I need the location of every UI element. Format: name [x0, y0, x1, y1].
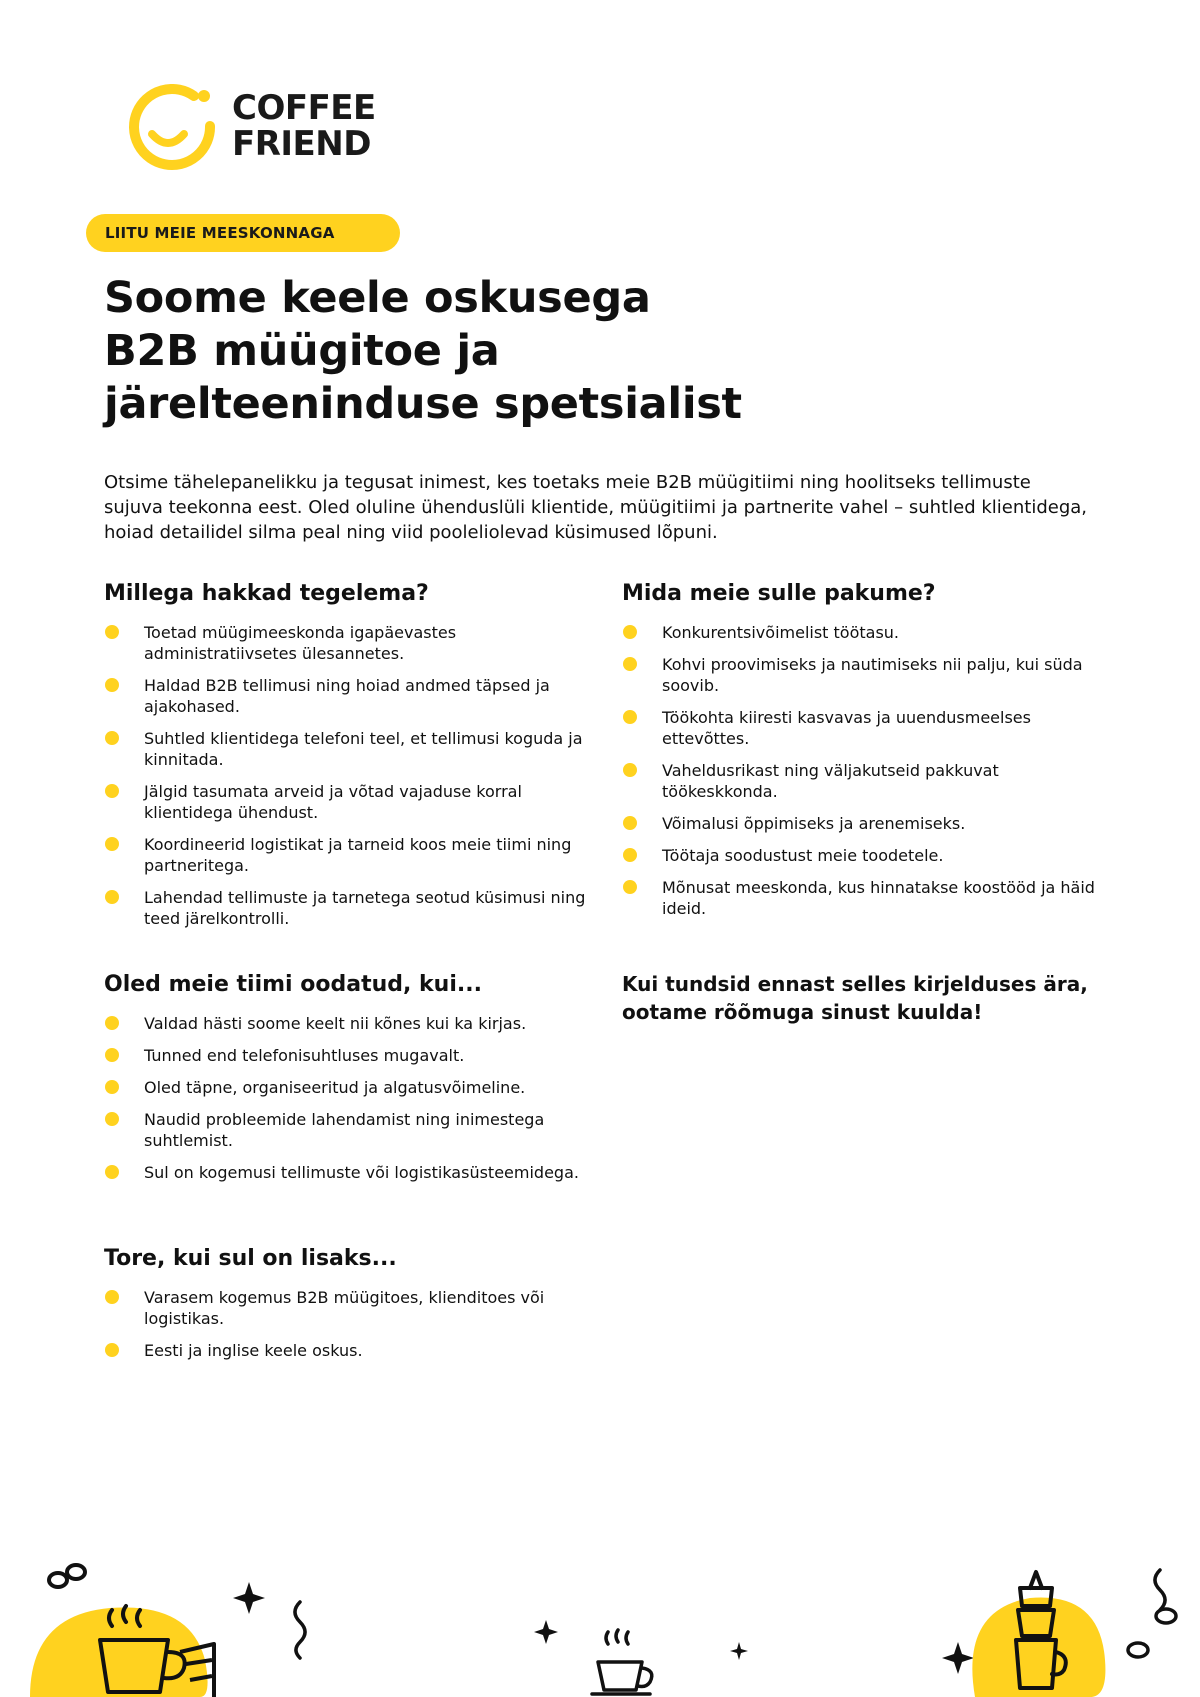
list-item-text: Konkurentsivõimelist töötasu.: [662, 623, 900, 642]
bullet-dot-icon: [105, 1343, 119, 1357]
list-item-text: Koordineerid logistikat ja tarneid koos meie tiimi ning partneritega.: [144, 835, 572, 875]
cta-line-2: ootame rõõmuga sinust kuulda!: [622, 1000, 983, 1024]
list-item: [104, 1162, 594, 1183]
bonus-list: [104, 1287, 594, 1361]
list-item: [104, 834, 594, 876]
intro-paragraph: Otsime tähelepanelikku ja tegusat inimest, kes toetaks meie B2B müügitiimi ning hoolitseks tellimuste sujuva teekonna eest. Oled oluline ühenduslüli klientide, müügitiimi ja partnerite vahel – suhtled klientidega, hoiad detailidel silma peal ning viid pooleliolevad küsimused lõpuni.: [104, 472, 1087, 543]
list-item: [104, 1109, 594, 1151]
list-item-text: Kohvi proovimiseks ja nautimiseks nii palju, kui süda soovib.: [662, 655, 1083, 695]
bullet-dot-icon: [623, 625, 637, 639]
list-item: [622, 654, 1112, 696]
yellow-blob-right: [972, 1598, 1105, 1697]
list-item: [622, 877, 1112, 919]
list-item: [104, 781, 594, 823]
logo-line-2: FRIEND: [232, 124, 371, 164]
bullet-dot-icon: [105, 1080, 119, 1094]
list-item-text: Töökohta kiiresti kasvavas ja uuendusmeelses ettevõttes.: [662, 708, 1031, 748]
bullet-dot-icon: [105, 1290, 119, 1304]
requirements-heading: Oled meie tiimi oodatud, kui...: [104, 972, 482, 997]
list-item-text: Valdad hästi soome keelt nii kõnes kui ka kirjas.: [144, 1014, 527, 1033]
list-item: [104, 1077, 594, 1098]
page-title: [104, 272, 884, 431]
bonus-heading: Tore, kui sul on lisaks...: [104, 1246, 397, 1271]
list-item: [104, 1045, 594, 1066]
list-item: [104, 887, 594, 929]
logo-line-1: COFFEE: [232, 88, 376, 128]
list-item-text: Naudid probleemide lahendamist ning inimestega suhtlemist.: [144, 1110, 545, 1150]
list-item: [104, 622, 594, 664]
list-item: [104, 1340, 594, 1361]
bullet-dot-icon: [623, 816, 637, 830]
tasks-section: [104, 580, 594, 940]
list-item-text: Lahendad tellimuste ja tarnetega seotud küsimusi ning teed järelkontrolli.: [144, 888, 586, 928]
coffee-bean-icon: [1156, 1609, 1176, 1623]
list-item: [104, 728, 594, 770]
bullet-dot-icon: [623, 763, 637, 777]
list-item: [622, 845, 1112, 866]
list-item: [622, 760, 1112, 802]
coffee-friend-logo: [126, 84, 386, 174]
title-line-3: järelteeninduse spetsialist: [104, 379, 742, 429]
offer-list: [622, 622, 1112, 919]
list-item-text: Jälgid tasumata arveid ja võtad vajaduse korral klientidega ühendust.: [144, 782, 522, 822]
coffee-doodles-decoration: [0, 1540, 1200, 1697]
tasks-heading: Millega hakkad tegelema?: [104, 581, 429, 606]
list-item: [622, 707, 1112, 749]
list-item-text: Võimalusi õppimiseks ja arenemiseks.: [662, 814, 966, 833]
bullet-dot-icon: [105, 1112, 119, 1126]
list-item-text: Sul on kogemusi tellimuste või logistikasüsteemidega.: [144, 1163, 579, 1182]
tasks-list: [104, 622, 594, 929]
list-item-text: Toetad müügimeeskonda igapäevastes administratiivsetes ülesannetes.: [144, 623, 457, 663]
smiley-cup-icon: [126, 84, 226, 174]
bullet-dot-icon: [623, 710, 637, 724]
title-line-1: Soome keele oskusega: [104, 273, 651, 323]
bullet-dot-icon: [105, 890, 119, 904]
bullet-dot-icon: [623, 880, 637, 894]
list-item-text: Tunned end telefonisuhtluses mugavalt.: [144, 1046, 465, 1065]
sparkle-icon: [942, 1642, 974, 1674]
list-item-text: Haldad B2B tellimusi ning hoiad andmed täpsed ja ajakohased.: [144, 676, 550, 716]
list-item: [104, 1013, 594, 1034]
list-item: [622, 813, 1112, 834]
bullet-dot-icon: [105, 625, 119, 639]
coffee-cup-icon: [592, 1630, 652, 1694]
bullet-dot-icon: [105, 678, 119, 692]
list-item-text: Oled täpne, organiseeritud ja algatusvõimeline.: [144, 1078, 526, 1097]
requirements-list: [104, 1013, 594, 1183]
list-item-text: Töötaja soodustust meie toodetele.: [662, 846, 944, 865]
coffee-beans-icon: [49, 1565, 85, 1587]
squiggle-icon: [295, 1602, 305, 1658]
list-item-text: Vaheldusrikast ning väljakutseid pakkuvat töökeskkonda.: [662, 761, 999, 801]
offer-section: [622, 580, 1112, 930]
list-item-text: Varasem kogemus B2B müügitoes, klienditoes või logistikas.: [144, 1288, 545, 1328]
bullet-dot-icon: [105, 1165, 119, 1179]
list-item: [622, 622, 1112, 643]
sparkle-icon: [730, 1642, 748, 1660]
join-team-badge: LIITU MEIE MEESKONNAGA: [86, 214, 400, 252]
sparkle-icon: [233, 1582, 265, 1614]
title-line-2: B2B müügitoe ja: [104, 326, 500, 376]
call-to-action: [622, 970, 1102, 1026]
bullet-dot-icon: [105, 1016, 119, 1030]
requirements-section: [104, 971, 594, 1194]
bullet-dot-icon: [623, 657, 637, 671]
bonus-section: [104, 1245, 594, 1372]
list-item: [104, 1287, 594, 1329]
list-item-text: Mõnusat meeskonda, kus hinnatakse koostööd ja häid ideid.: [662, 878, 1095, 918]
coffee-bean-icon: [1128, 1643, 1148, 1657]
list-item-text: Eesti ja inglise keele oskus.: [144, 1341, 363, 1360]
list-item-text: Suhtled klientidega telefoni teel, et tellimusi koguda ja kinnitada.: [144, 729, 583, 769]
list-item: [104, 675, 594, 717]
bullet-dot-icon: [105, 1048, 119, 1062]
offer-heading: Mida meie sulle pakume?: [622, 581, 936, 606]
squiggle-icon: [1155, 1570, 1165, 1610]
bullet-dot-icon: [105, 784, 119, 798]
sparkle-icon: [534, 1620, 558, 1644]
bullet-dot-icon: [105, 837, 119, 851]
cta-line-1: Kui tundsid ennast selles kirjelduses ära,: [622, 972, 1088, 996]
bullet-dot-icon: [623, 848, 637, 862]
logo-wordmark: [232, 90, 376, 162]
bullet-dot-icon: [105, 731, 119, 745]
